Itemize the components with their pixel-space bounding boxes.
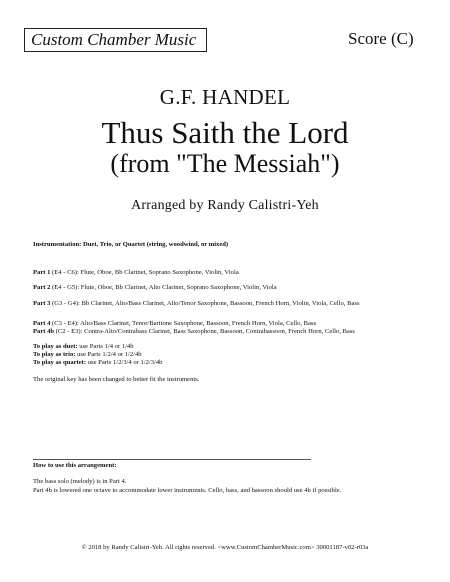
- part-line-3: [33, 300, 433, 308]
- part-range: (G3 - G4): Bb Clarinet, Alto/Bass Clarinet, Alto/Tenor Saxophone, Bassoon, French Horn, Violin, Viola, Cello, Bass: [50, 300, 360, 307]
- part-line-4b: [33, 328, 433, 336]
- play-as-parts: use Parts 1/4 or 1/4b: [77, 343, 134, 350]
- play-as-label: To play as duet:: [33, 343, 78, 350]
- how-to-line-2: Part 4b is lowered one octave to accommodate lower instruments. Cello, bass, and bassoon should use 4b if possible.: [33, 487, 342, 494]
- part-range: (E4 - C6): Flute, Oboe, Bb Clarinet, Soprano Saxophone, Violin, Viola: [50, 269, 239, 276]
- how-to-line-1: The bass solo (melody) is in Part 4.: [33, 478, 127, 485]
- part-line-2: [33, 284, 433, 292]
- publisher-logo-box: [24, 28, 207, 52]
- copyright-footer: © 2018 by Randy Calistri-Yeh. All rights reserved. <www.CustomChamberMusic.com> 30001187-v02-r03a: [81, 544, 369, 551]
- publisher-name: Custom Chamber Music: [31, 30, 197, 49]
- part-line-1: [33, 269, 433, 277]
- score-label: Score (C): [348, 29, 414, 48]
- play-as-parts: use Parts 1/2/4 or 1/2/4b: [75, 351, 142, 358]
- part-range: (C2 - E3): Contra-Alto/Contrabass Clarinet, Bass Saxophone, Bassoon, Contrabassoon, French Horn, Cello, Bass: [54, 328, 355, 335]
- part-label: Part 4b: [33, 328, 55, 335]
- play-as-label: To play as quartet:: [33, 359, 87, 366]
- part-label: Part 4: [33, 320, 51, 327]
- play-as-quartet: [33, 359, 433, 367]
- play-as-trio: [33, 351, 433, 359]
- piece-title: Thus Saith the Lord: [101, 115, 349, 150]
- instrumentation-heading: Instrumentation: Duet, Trio, or Quartet (string, woodwind, or mixed): [33, 241, 229, 248]
- key-change-note: The original key has been changed to better fit the instruments.: [33, 376, 200, 383]
- part-label: Part 2: [33, 284, 51, 291]
- piece-subtitle: (from "The Messiah"): [110, 149, 340, 178]
- part-range: (C3 - E4): Alto/Bass Clarinet, Tenor/Baritone Saxophone, Bassoon, French Horn, Viola, Cello, Bass: [50, 320, 317, 327]
- play-as-label: To play as trio:: [33, 351, 76, 358]
- section-divider: [33, 459, 311, 460]
- part-range: (E4 - G5): Flute, Oboe, Bb Clarinet, Alto Clarinet, Soprano Saxophone, Violin, Viola: [50, 284, 277, 291]
- composer-name: G.F. HANDEL: [159, 85, 291, 109]
- arranger-credit: Arranged by Randy Calistri-Yeh: [131, 198, 319, 213]
- part-line-4: [33, 320, 433, 328]
- play-as-duet: [33, 343, 433, 351]
- part-label: Part 1: [33, 269, 51, 276]
- part-label: Part 3: [33, 300, 51, 307]
- how-to-heading: How to use this arrangement:: [33, 462, 117, 469]
- play-as-parts: use Parts 1/2/3/4 or 1/2/3/4b: [86, 359, 163, 366]
